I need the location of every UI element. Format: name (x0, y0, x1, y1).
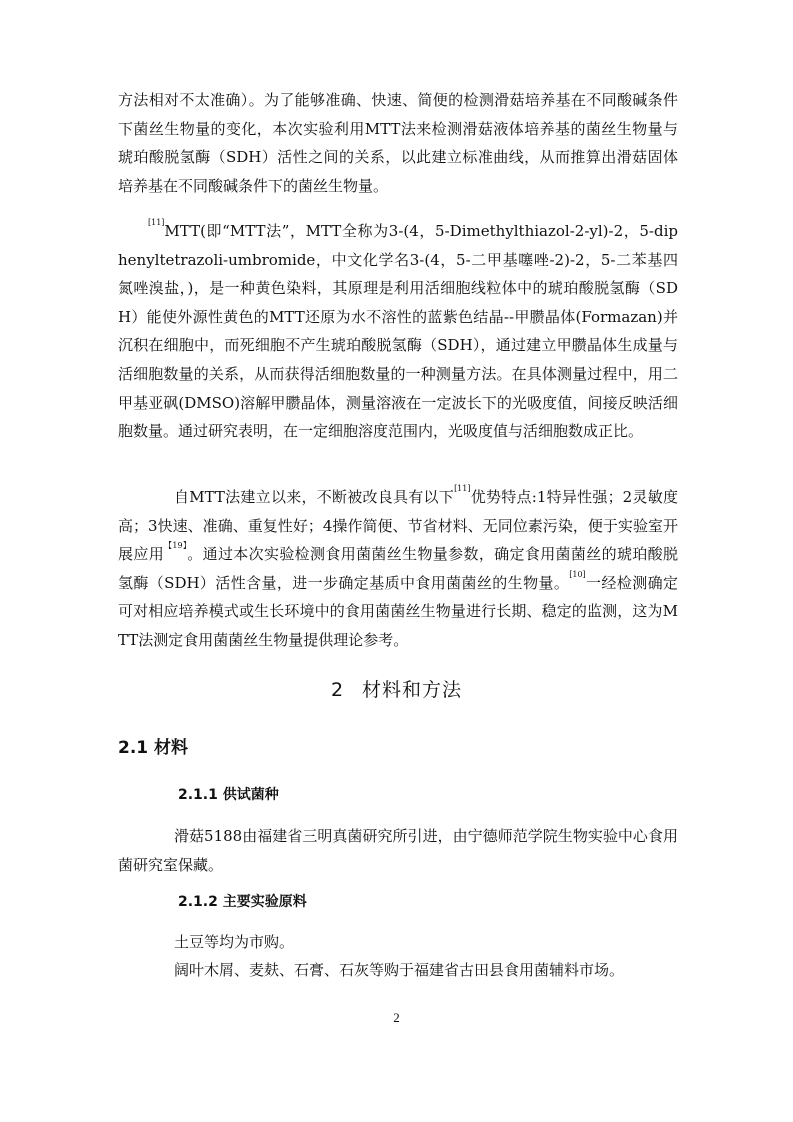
section-number: 2 (330, 679, 345, 701)
paragraph-intro-tail (118, 86, 678, 200)
paragraph-substrate-source (118, 956, 678, 985)
paragraph-text: MTT(即“MTT法”，MTT全称为3-(4，5-Dimethylthiazol-2-yl)-2，5-diphenyltetrazoli-umbromide，中文化学名3-(4，5-二甲基噻唑-2)-2，5-二苯基四氮唑溴盐，)，是一种黄色染料，其原理是利用活细胞线粒体中的琥珀酸脱氢酶（SDH）能使外源性黄色的MTT还原为水不溶性的蓝紫色结晶--甲臜晶体(Formazan)并沉积在细胞中，而死细胞不产生琥珀酸脱氢酶（SDH），通过建立甲臜晶体生成量与活细胞数量的关系，从而获得活细胞数量的一种测量方法。在具体测量过程中，用二甲基亚砜(DMSO)溶解甲臜晶体，测量溶液在一定波长下的光吸度值，间接反映活细胞数量。通过研究表明，在一定细胞溶度范围内，光吸度值与活细胞数成正比。 (118, 222, 678, 441)
paragraph-text: 自MTT法建立以来，不断被改良具有以下 (174, 488, 455, 506)
citation-mark: [11] (454, 484, 471, 493)
paragraph-text: 阔叶木屑、麦麸、石膏、石灰等购于福建省古田县食用菌辅料市场。 (174, 961, 625, 979)
paragraph-text: 优势特点:1特异性强；2灵敏度高；3快速、准确、重复性好；4操作简便、节省材料、无同位素污染，便于实验室开展应用 (118, 488, 678, 564)
section-heading (0, 675, 793, 702)
paragraph-text: 方法相对不太准确）。为了能够准确、快速、简便的检测滑菇培养基在不同酸碱条件下菌丝生物量的变化，本次实验利用MTT法来检测滑菇液体培养基的菌丝生物量与琥珀酸脱氢酶（SDH）活性之间的关系，以此建立标准曲线，从而推算出滑菇固体培养基在不同酸碱条件下的菌丝生物量。 (118, 91, 678, 195)
paragraph-strain-source (118, 822, 678, 879)
citation-mark: [10] (569, 569, 586, 579)
subsubsection-heading-materials: 2.1.2 主要实验原料 (178, 894, 307, 910)
paragraph-potato-source (118, 928, 678, 957)
paragraph-mtt-advantages (118, 483, 678, 655)
paragraph-text: 滑菇5188由福建省三明真菌研究所引进，由宁德师范学院生物实验中心食用菌研究室保藏。 (118, 827, 678, 874)
section-title: 材料和方法 (362, 679, 463, 701)
subsection-heading: 2.1 材料 (118, 738, 189, 758)
page-number: 2 (393, 1010, 400, 1025)
subsubsection-heading-strain: 2.1.1 供试菌种 (178, 787, 279, 803)
paragraph-text: 。通过本次实验检测食用菌菌丝生物量参数，确定食用菌菌丝的琥珀酸脱氢酶（SDH）活性含量，进一步确定基质中食用菌菌丝的生物量。 (118, 545, 678, 592)
paragraph-text: 一经检测确定可对相应培养模式或生长环境中的食用菌菌丝生物量进行长期、稳定的监测，这为MTT法测定食用菌菌丝生物量提供理论参考。 (118, 573, 678, 649)
citation-mark: 【19】 (164, 541, 188, 551)
citation-mark: [11] (148, 218, 165, 227)
paragraph-mtt-definition (118, 217, 678, 446)
paragraph-text: 土豆等均为市购。 (174, 933, 295, 951)
